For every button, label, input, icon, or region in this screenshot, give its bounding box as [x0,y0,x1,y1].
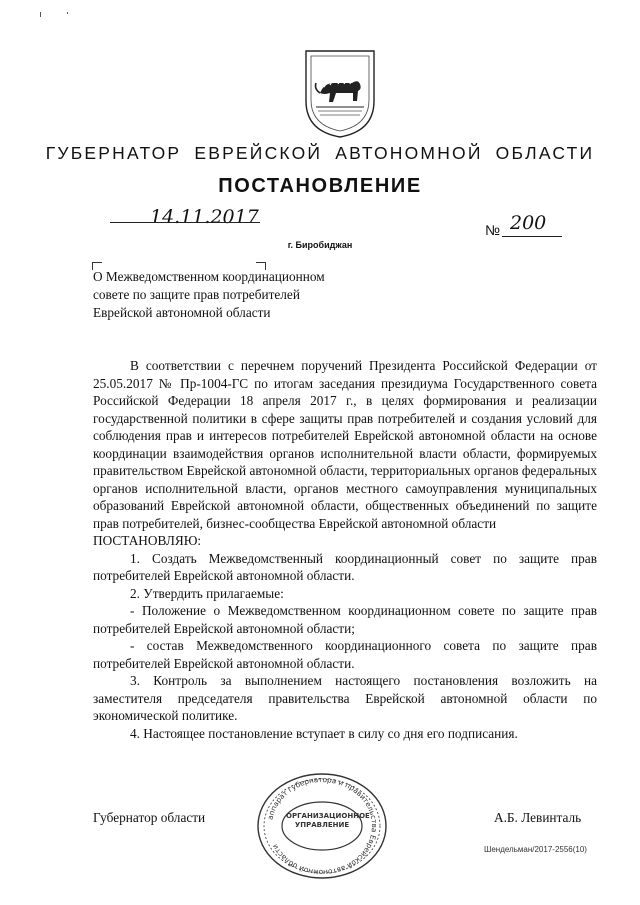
authority-heading: ГУБЕРНАТОР ЕВРЕЙСКОЙ АВТОНОМНОЙ ОБЛАСТИ [45,143,595,163]
document-date: 14.11.2017 [150,206,259,228]
subject-block [93,268,393,322]
subject-line: Еврейской автономной области [93,305,271,320]
decree-word: ПОСТАНОВЛЯЮ: [93,533,202,548]
document-body [93,357,597,742]
preamble-paragraph: В соответствии с перечнем поручений Президента Российской Федерации от 25.05.2017 № Пр-1004-ГС по итогам заседания президиума Государственного совета Российской Федерации 18 апреля 2017 г., в целях формирования и реализации государственной политики в сфере защиты прав потребителей и создания условий для соблюдения прав и интересов потребителей Еврейской автономной области на основе координации взаимодействия органов исполнительной власти области, формируемых правительством Еврейской автономной области, территориальных органов федеральных органов исполнительной власти, органов местного самоуправления муниципальных образований Еврейской автономной области, общественных объединений по защите прав потребителей, бизнес-сообщества Еврейской автономной области [93,358,597,531]
item-3: 3. Контроль за выполнением настоящего постановления возложить на заместителя председателя правительства Еврейской автономной области по экономической политике. [93,673,597,723]
item-1: 1. Создать Межведомственный координационный совет по защите прав потребителей Еврейской автономной области. [93,550,597,583]
document-number: 200 [510,212,547,234]
signer-title: Губернатор области [93,810,206,825]
item-2: 2. Утвердить прилагаемые: [130,585,284,601]
subject-line: О Межведомственном координационном [93,269,325,284]
city-label: г. Биробиджан [287,240,353,250]
subject-line: совете по защите прав потребителей [93,287,300,302]
scan-mark [67,12,68,14]
item-2b: - состав Межведомственного координационного совета по защите прав потребителей Еврейской автономной области. [93,638,597,671]
item-2a: - Положение о Межведомственном координационном совете по защите прав потребителей Еврейской автономной области; [93,603,597,636]
stamp-ring-text: аппарат губернатора и правительства Еврейской автономной области [265,774,380,878]
scan-mark [40,12,41,17]
stamp-center-text: ОРГАНИЗАЦИОННОЕ УПРАВЛЕНИЕ [286,812,370,829]
document-reference: Шендельман/2017-2556(10) [484,845,587,854]
coat-of-arms-emblem [300,45,380,140]
official-stamp-seal [254,772,390,880]
signer-name: А.Б. Левинталь [494,810,582,825]
document-type-title: ПОСТАНОВЛЕНИЕ [218,175,422,197]
number-underline [502,236,562,237]
number-label: № [485,222,501,238]
item-4: 4. Настоящее постановление вступает в силу со дня его подписания. [130,725,518,741]
date-underline [110,222,260,223]
